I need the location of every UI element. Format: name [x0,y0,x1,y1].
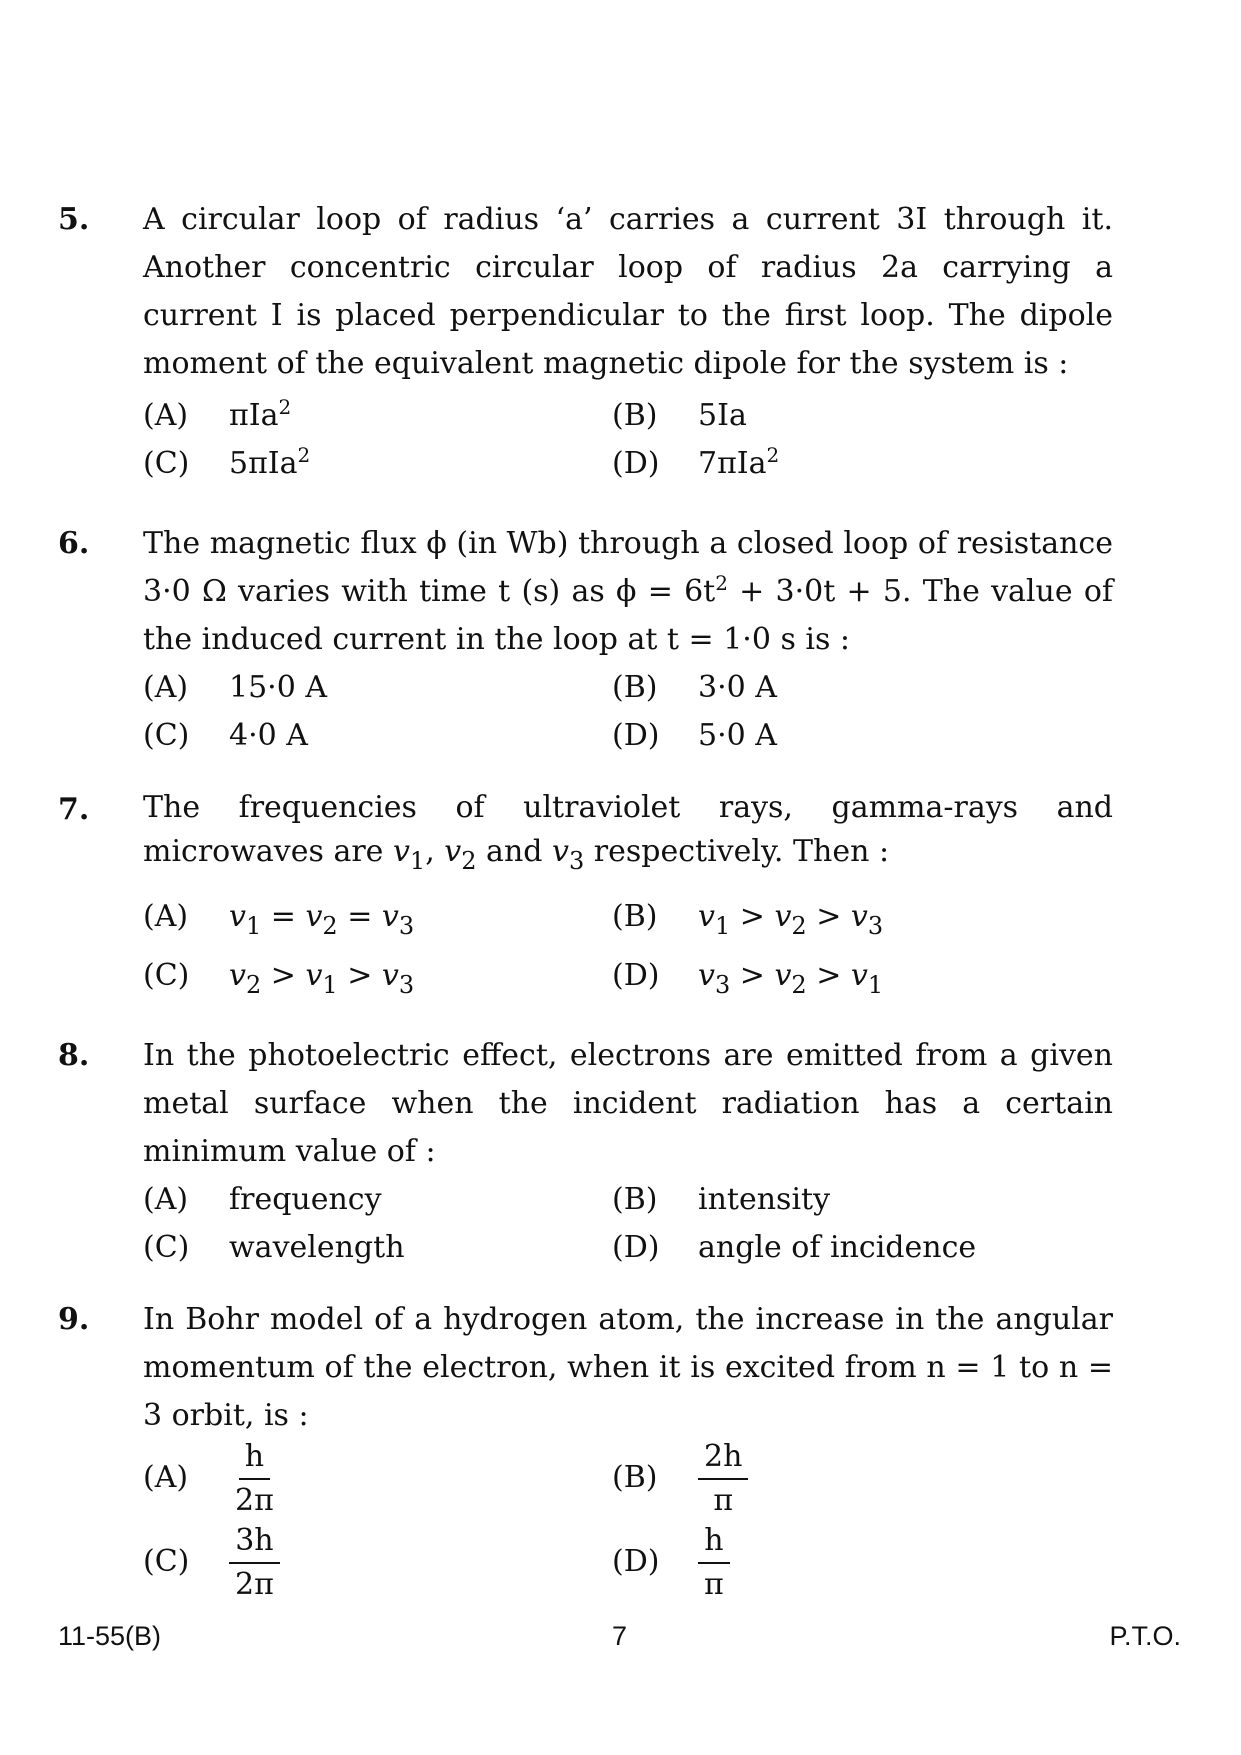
option-label: (D) [612,446,660,481]
option-a [143,392,291,440]
option-label: (C) [143,1230,190,1265]
question-stem: In the photoelectric effect, electrons are emitted from a given metal surface when the incident radiation has a certain minimum value of : [143,1038,1113,1169]
option-value: angle of incidence [698,1230,977,1265]
option-label: (D) [612,718,660,753]
option-value: wavelength [229,1230,405,1265]
question-stem: The magnetic flux ϕ (in Wb) through a closed loop of resistance 3·0 Ω varies with time t (s) as $\phi = 6t^2 + 3\cdot 0t + 5$. The value of the induced current in the loop at t = 1·0 s is : [143,526,1114,657]
option-value: 4·0 A [229,718,308,753]
option-label: (B) [612,670,658,705]
option-a [143,664,327,712]
option-d [612,712,777,760]
option-b [612,392,747,440]
page-number: 7 [612,1621,628,1651]
option-a [143,1176,382,1224]
option-value: 5πIa$^2$ [229,443,311,481]
option-label: (A) [143,670,189,705]
question-stem: A circular loop of radius ‘a’ carries a current 3I through it. Another concentric circular loop of radius 2a carrying a current I is placed perpendicular to the first loop. The dipole moment of the equivalent magnetic dipole for the system is : [143,202,1113,381]
option-label: (A) [143,398,189,433]
option-b [612,893,883,941]
option-value: intensity [698,1182,831,1217]
question-stem: In Bohr model of a hydrogen atom, the increase in the angular momentum of the electron, when it is excited from n = 1 to n = 3 orbit, is : [143,1302,1113,1433]
option-b [612,664,777,712]
option-d [612,440,779,488]
option-c [143,712,308,760]
option-c [143,440,310,488]
option-d [612,1224,976,1272]
option-label: (C) [143,718,190,753]
option-value: frequency [229,1182,382,1217]
option-label: (D) [612,958,660,993]
paper-code: 11-55(B) [58,1621,162,1651]
option-a [143,893,414,941]
option-fraction: $\frac{3h}{2\pi}$ [229,1522,280,1604]
option-value: $v_1 = v_2 = v_3$ [229,899,415,940]
question-number: 9. [58,1302,90,1337]
option-label: (A) [143,899,189,934]
option-value: πIa$^2$ [229,395,292,433]
question-number: 8. [58,1038,90,1073]
question-number: 5. [58,202,90,237]
option-label: (B) [612,1460,658,1495]
option-fraction: $\frac{h}{\pi}$ [698,1522,730,1604]
option-value: 5Ia [698,398,747,433]
option-value: 7πIa$^2$ [698,443,780,481]
option-value: $v_3 > v_2 > v_1$ [698,958,884,999]
option-a [143,1438,280,1520]
option-label: (C) [143,1544,190,1579]
option-d [612,1522,730,1604]
option-label: (D) [612,1544,660,1579]
option-fraction: $\frac{2h}{\pi}$ [698,1438,748,1520]
option-label: (B) [612,899,658,934]
option-b [612,1438,748,1520]
option-c [143,1224,405,1272]
option-b [612,1176,830,1224]
question-number: 7. [58,792,90,827]
option-value: 3·0 A [698,670,777,705]
option-value: $v_1 > v_2 > v_3$ [698,899,884,940]
option-c [143,1522,280,1604]
option-label: (C) [143,958,190,993]
option-value: 5·0 A [698,718,777,753]
question-stem: The frequencies of ultraviolet rays, gamma-rays and microwaves are $v_1$, $v_2$ and $v_3$ respectively. Then : [143,790,1113,875]
option-fraction: $\frac{h}{2\pi}$ [235,1439,274,1518]
option-label: (B) [612,398,658,433]
option-label: (D) [612,1230,660,1265]
option-label: (A) [143,1182,189,1217]
question-number: 6. [58,526,90,561]
option-d [612,952,883,1000]
pto-label: P.T.O. [1109,1621,1181,1651]
option-label: (C) [143,446,190,481]
option-value: $v_2 > v_1 > v_3$ [229,958,415,999]
option-value: 15·0 A [229,670,327,705]
option-label: (B) [612,1182,658,1217]
option-c [143,952,414,1000]
option-label: (A) [143,1460,189,1495]
